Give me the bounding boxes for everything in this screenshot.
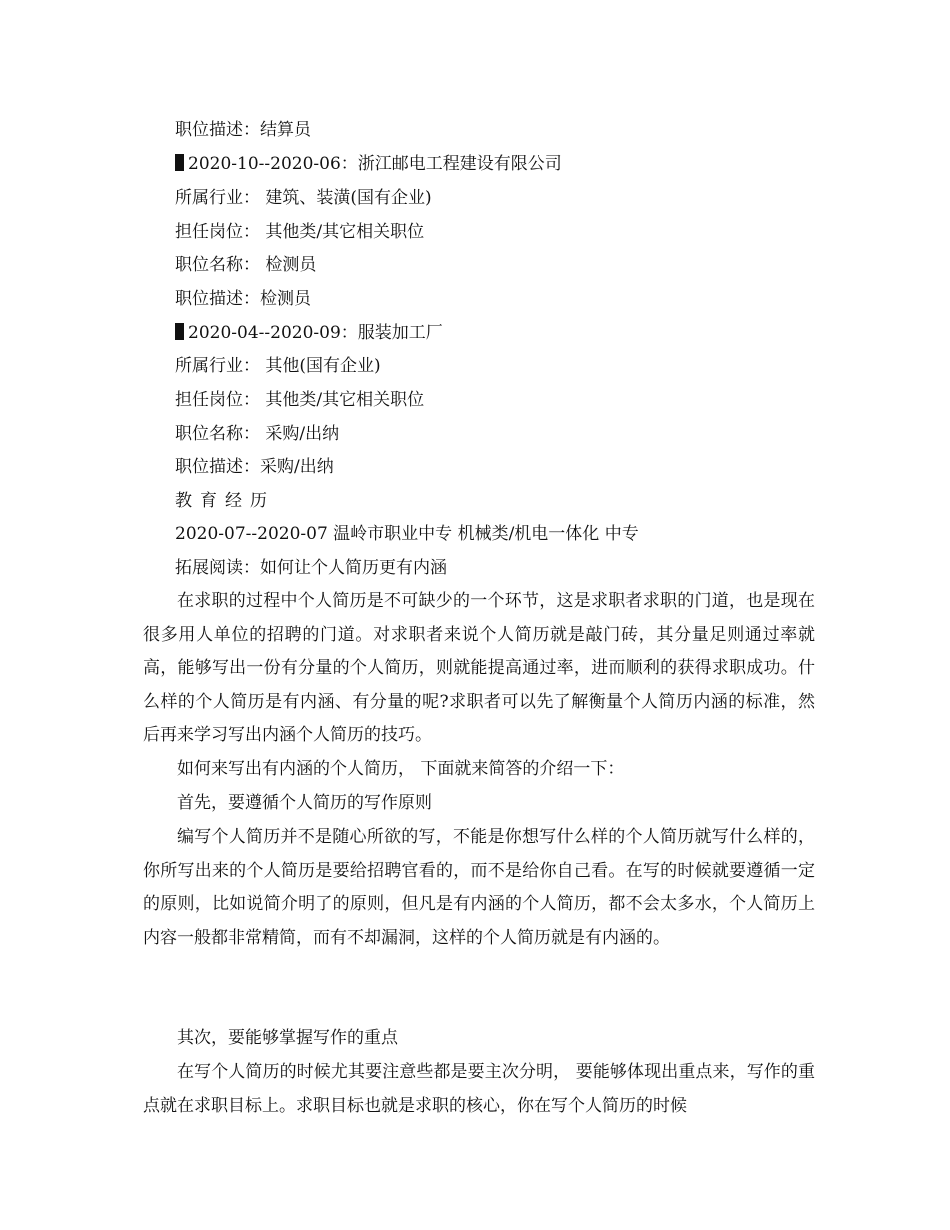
bullet-marker-icon — [175, 323, 184, 340]
job-desc-line: 职位描述：采购/出纳 — [175, 457, 334, 477]
job-title-line: 职位名称： 检测员 — [175, 255, 317, 275]
job-desc-line: 职位描述：结算员 — [175, 120, 311, 140]
article-subheading: 其次，要能够掌握写作的重点 — [177, 1028, 398, 1048]
job-entry-header: 2020-04--2020-09：服装加工厂 — [175, 322, 443, 344]
job-entry-header: 2020-10--2020-06：浙江邮电工程建设有限公司 — [175, 153, 562, 175]
article-paragraph: 在写个人简历的时候尤其要注意些都是要主次分明， 要能够体现出重点来，写作的重点就在求职目标上。求职目标也就是求职的核心，你在写个人简历的时候 — [143, 1062, 815, 1116]
article-paragraph: 如何来写出有内涵的个人简历， 下面就来简答的介绍一下： — [177, 759, 625, 779]
bullet-marker-icon — [175, 154, 184, 171]
article-paragraph: 编写个人简历并不是随心所欲的写，不能是你想写什么样的个人简历就写什么样的，你所写出来的个人简历是要给招聘官看的，而不是给你自己看。在写的时候就要遵循一定的原则，比如说简介明了的原则，但凡是有内涵的个人简历，都不会太多水，个人简历上内容一般都非常精简，而有不却漏洞，这样的个人简历就是有内涵的。 — [143, 827, 815, 948]
position-line: 担任岗位： 其他类/其它相关职位 — [175, 222, 425, 242]
education-heading: 教育经历 — [175, 491, 275, 511]
article-paragraph: 在求职的过程中个人简历是不可缺少的一个环节，这是求职者求职的门道，也是现在很多用人单位的招聘的门道。对求职者来说个人简历就是敲门砖，其分量足则通过率就高，能够写出一份有分量的个人简历，则就能提高通过率，进而顺利的获得求职成功。什么样的个人简历是有内涵、有分量的呢?求职者可以先了解衡量个人简历内涵的标准，然后再来学习写出内涵个人简历的技巧。 — [143, 591, 815, 745]
job-title-line: 职位名称： 采购/出纳 — [175, 424, 340, 444]
job-desc-line: 职位描述：检测员 — [175, 289, 311, 309]
industry-line: 所属行业： 建筑、装潢(国有企业) — [175, 188, 432, 208]
article-title: 拓展阅读：如何让个人简历更有内涵 — [175, 558, 447, 578]
industry-line: 所属行业： 其他(国有企业) — [175, 356, 381, 376]
education-entry: 2020-07--2020-07 温岭市职业中专 机械类/机电一体化 中专 — [175, 524, 639, 544]
position-line: 担任岗位： 其他类/其它相关职位 — [175, 390, 425, 410]
article-subheading: 首先，要遵循个人简历的写作原则 — [177, 793, 432, 813]
